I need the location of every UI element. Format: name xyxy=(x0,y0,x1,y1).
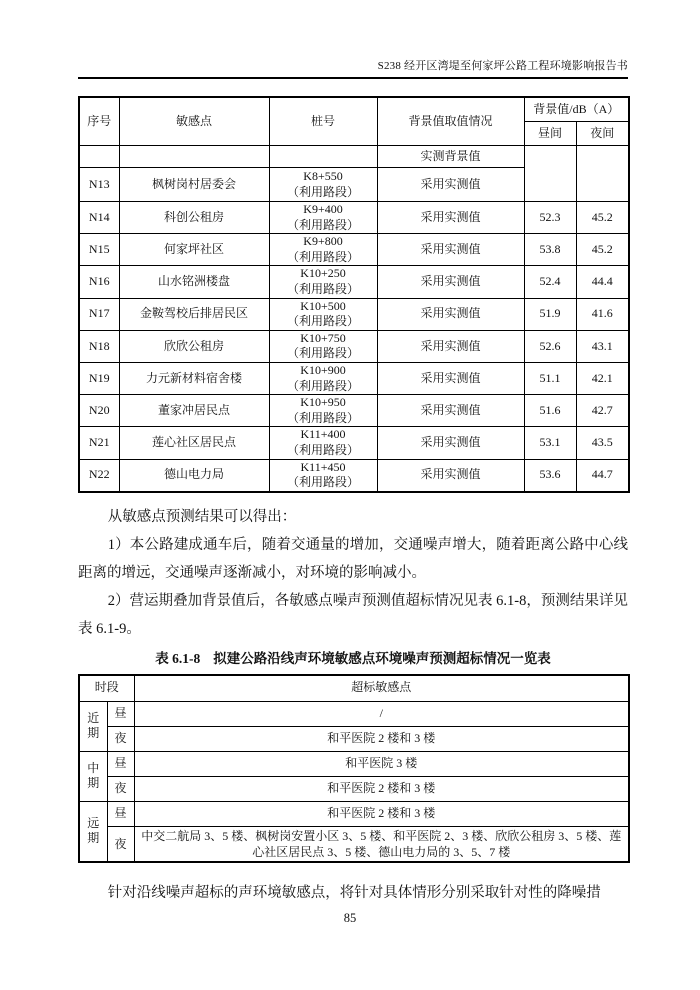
cell-time-of-day: 昼 xyxy=(107,801,134,826)
table-row xyxy=(79,801,629,826)
cell-sensitive-point: 科创公租房 xyxy=(119,202,269,234)
cell-time-of-day: 夜 xyxy=(107,826,134,862)
cell-time-of-day: 昼 xyxy=(107,701,134,726)
cell-stake xyxy=(269,330,377,362)
cell-serial: N14 xyxy=(79,202,119,234)
table-row xyxy=(79,362,629,394)
header-exceeding-points: 超标敏感点 xyxy=(134,675,629,702)
stake-number: K10+750 xyxy=(300,330,346,345)
table-row xyxy=(79,395,629,427)
stake-note: （利用路段） xyxy=(286,217,359,232)
cell-stake xyxy=(269,298,377,330)
report-title: S238 经开区湾堤至何家坪公路工程环境影响报告书 xyxy=(377,60,628,72)
cell-sensitive-point: 山水铭洲楼盘 xyxy=(119,266,269,298)
table-row xyxy=(79,726,629,751)
header-situation: 背景值取值情况 xyxy=(377,97,524,146)
cell-serial: N19 xyxy=(79,362,119,394)
stake-note: （利用路段） xyxy=(286,442,359,457)
table-row xyxy=(79,751,629,776)
exceedance-table-body xyxy=(79,701,629,862)
analysis-paragraphs xyxy=(78,503,628,643)
cell-stake xyxy=(269,146,377,168)
cell-sensitive-point: 力元新材料宿舍楼 xyxy=(119,362,269,394)
stake-number: K10+950 xyxy=(300,395,346,410)
cell-exceed-points: 和平医院 2 楼和 3 楼 xyxy=(134,726,629,751)
cell-night-value: 42.1 xyxy=(576,362,629,394)
cell-situation: 采用实测值 xyxy=(377,459,524,492)
cell-situation: 采用实测值 xyxy=(377,266,524,298)
table-row xyxy=(79,776,629,801)
cell-day-value-merged xyxy=(524,146,576,202)
cell-night-value: 41.6 xyxy=(576,298,629,330)
cell-period: 中期 xyxy=(79,751,107,801)
table-row xyxy=(79,459,629,492)
table-row xyxy=(79,701,629,726)
cell-serial: N21 xyxy=(79,427,119,459)
background-values-table xyxy=(78,96,630,493)
cell-exceed-points: / xyxy=(134,701,629,726)
table-caption-label: 表 6.1-8 xyxy=(155,650,201,666)
cell-serial: N16 xyxy=(79,266,119,298)
cell-situation: 采用实测值 xyxy=(377,202,524,234)
cell-day-value: 53.8 xyxy=(524,234,576,266)
table-caption xyxy=(78,648,628,670)
cell-night-value-merged xyxy=(576,146,629,202)
cell-period: 远期 xyxy=(79,801,107,862)
page-number: 85 xyxy=(343,911,357,925)
stake-number: K10+900 xyxy=(300,362,346,377)
table-row xyxy=(79,202,629,234)
stake-number: K11+400 xyxy=(300,427,346,442)
cell-day-value: 52.6 xyxy=(524,330,576,362)
cell-stake xyxy=(269,234,377,266)
stake-number: K9+400 xyxy=(303,202,343,216)
cell-time-of-day: 昼 xyxy=(107,751,134,776)
cell-situation: 实测背景值 xyxy=(377,146,524,168)
cell-situation: 采用实测值 xyxy=(377,298,524,330)
stake-note: （利用路段） xyxy=(286,346,359,361)
cell-stake xyxy=(269,362,377,394)
stake-note: （利用路段） xyxy=(286,475,359,490)
background-table-body xyxy=(79,146,629,492)
cell-situation: 采用实测值 xyxy=(377,362,524,394)
header-time-period: 时段 xyxy=(79,675,134,702)
paragraph-intro: 从敏感点预测结果可以得出： xyxy=(107,508,297,525)
cell-situation: 采用实测值 xyxy=(377,168,524,202)
table-row xyxy=(79,427,629,459)
cell-situation: 采用实测值 xyxy=(377,427,524,459)
table-row-partial xyxy=(79,146,629,168)
cell-serial: N13 xyxy=(79,168,119,202)
cell-exceed-points: 和平医院 2 楼和 3 楼 xyxy=(134,776,629,801)
cell-time-of-day: 夜 xyxy=(107,776,134,801)
cell-situation: 采用实测值 xyxy=(377,395,524,427)
cell-exceed-points: 中交二航局 3、5 楼、枫树岗安置小区 3、5 楼、和平医院 2、3 楼、欣欣公租房 3、5 楼、莲心社区居民点 3、5 楼、德山电力局的 3、5、7 楼 xyxy=(134,826,629,862)
header-stake: 桩号 xyxy=(269,97,377,146)
exceedance-table-header xyxy=(79,675,629,702)
cell-day-value: 52.3 xyxy=(524,202,576,234)
cell-stake xyxy=(269,202,377,234)
header-nighttime: 夜间 xyxy=(576,122,629,146)
stake-note: （利用路段） xyxy=(286,281,359,296)
cell-sensitive-point: 欣欣公租房 xyxy=(119,330,269,362)
header-daytime: 昼间 xyxy=(524,122,576,146)
cell-night-value: 45.2 xyxy=(576,202,629,234)
cell-time-of-day: 夜 xyxy=(107,726,134,751)
cell-sensitive-point xyxy=(119,146,269,168)
stake-number: K11+450 xyxy=(300,459,346,474)
stake-number: K9+800 xyxy=(303,234,343,249)
cell-night-value: 44.7 xyxy=(576,459,629,492)
exceedance-table xyxy=(78,674,630,863)
cell-sensitive-point: 董家冲居民点 xyxy=(119,395,269,427)
cell-day-value: 53.1 xyxy=(524,427,576,459)
cell-night-value: 42.7 xyxy=(576,395,629,427)
cell-day-value: 51.6 xyxy=(524,395,576,427)
cell-serial: N22 xyxy=(79,459,119,492)
cell-sensitive-point: 德山电力局 xyxy=(119,459,269,492)
stake-note: （利用路段） xyxy=(286,410,359,425)
cell-day-value: 53.6 xyxy=(524,459,576,492)
header-background-db: 背景值/dB（A） xyxy=(524,97,629,122)
cell-stake xyxy=(269,427,377,459)
cell-day-value: 51.1 xyxy=(524,362,576,394)
table-caption-title: 拟建公路沿线声环境敏感点环境噪声预测超标情况一览表 xyxy=(213,650,551,666)
table-row xyxy=(79,298,629,330)
cell-exceed-points: 和平医院 2 楼和 3 楼 xyxy=(134,801,629,826)
cell-exceed-points: 和平医院 3 楼 xyxy=(134,751,629,776)
stake-note: （利用路段） xyxy=(286,378,359,393)
cell-situation: 采用实测值 xyxy=(377,330,524,362)
cell-situation: 采用实测值 xyxy=(377,234,524,266)
table-row xyxy=(79,266,629,298)
cell-stake xyxy=(269,266,377,298)
cell-stake xyxy=(269,459,377,492)
stake-note: （利用路段） xyxy=(286,184,359,199)
cell-day-value: 52.4 xyxy=(524,266,576,298)
stake-number: K10+500 xyxy=(300,298,346,313)
cell-period: 近期 xyxy=(79,701,107,751)
table-row xyxy=(79,826,629,862)
stake-note: （利用路段） xyxy=(286,314,359,329)
cell-sensitive-point: 莲心社区居民点 xyxy=(119,427,269,459)
table-row xyxy=(79,234,629,266)
cell-serial: N17 xyxy=(79,298,119,330)
page-content xyxy=(78,0,628,907)
closing-paragraph-block xyxy=(78,879,628,907)
cell-sensitive-point: 金鞍驾校后排居民区 xyxy=(119,298,269,330)
cell-night-value: 43.5 xyxy=(576,427,629,459)
cell-serial: N20 xyxy=(79,395,119,427)
header-serial: 序号 xyxy=(79,97,119,146)
cell-serial: N18 xyxy=(79,330,119,362)
cell-day-value: 51.9 xyxy=(524,298,576,330)
table-row xyxy=(79,330,629,362)
paragraph-point2: 2）营运期叠加背景值后，各敏感点噪声预测值超标情况见表 6.1-8，预测结果详见表 6.1-9。 xyxy=(78,592,628,637)
paragraph-closing: 针对沿线噪声超标的声环境敏感点，将针对具体情形分别采取针对性的降噪措 xyxy=(107,884,601,901)
stake-number: K10+250 xyxy=(300,266,346,281)
cell-stake xyxy=(269,168,377,202)
cell-serial: N15 xyxy=(79,234,119,266)
background-table-header xyxy=(79,97,629,146)
cell-serial xyxy=(79,146,119,168)
cell-night-value: 45.2 xyxy=(576,234,629,266)
stake-number: K8+550 xyxy=(303,168,343,183)
cell-night-value: 43.1 xyxy=(576,330,629,362)
header-sensitive-point: 敏感点 xyxy=(119,97,269,146)
stake-note: （利用路段） xyxy=(286,249,359,264)
cell-stake xyxy=(269,395,377,427)
cell-night-value: 44.4 xyxy=(576,266,629,298)
cell-sensitive-point: 何家坪社区 xyxy=(119,234,269,266)
cell-sensitive-point: 枫树岗村居委会 xyxy=(119,168,269,202)
paragraph-point1: 1）本公路建成通车后，随着交通量的增加，交通噪声增大，随着距离公路中心线距离的增远，交通噪声逐渐减小，对环境的影响减小。 xyxy=(78,536,628,581)
page-header xyxy=(78,0,628,79)
